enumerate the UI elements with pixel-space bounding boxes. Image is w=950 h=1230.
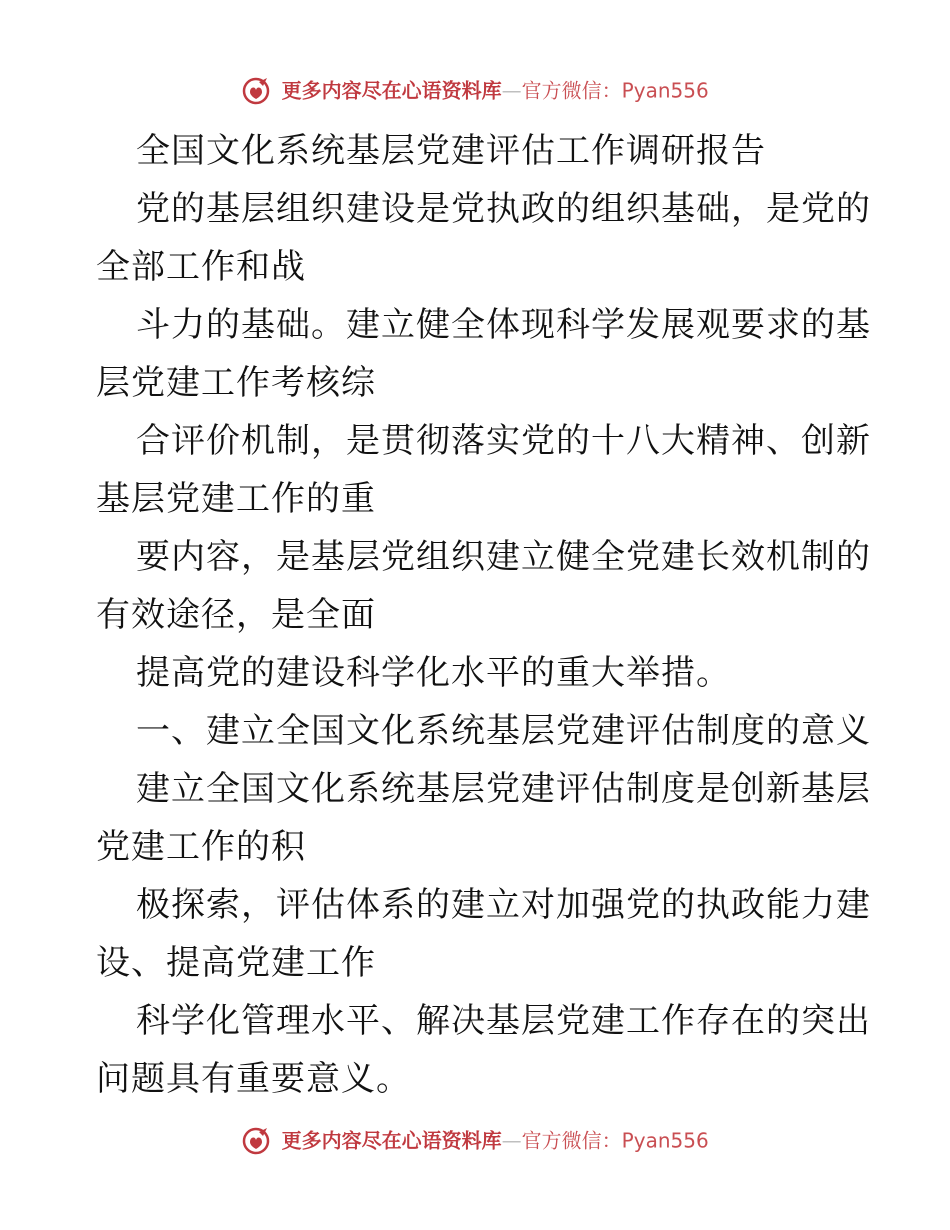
header-watermark	[0, 74, 950, 106]
text-line: 党的基层组织建设是党执政的组织基础，是党的	[136, 189, 871, 229]
heart-pen-logo-icon	[241, 76, 271, 106]
text-line: 科学化管理水平、解决基层党建工作存在的突出	[136, 1001, 871, 1041]
text-line: 斗力的基础。建立健全体现科学发展观要求的基	[136, 305, 871, 345]
watermark-account: 官方微信：Pyan556	[521, 1128, 709, 1153]
footer-watermark	[0, 1124, 950, 1156]
document-body	[96, 122, 871, 1108]
text-line: 基层党建工作的重	[96, 479, 376, 519]
text-line: 层党建工作考核综	[96, 363, 376, 403]
text-line: 问题具有重要意义。	[96, 1059, 411, 1099]
watermark-brand: 更多内容尽在心语资料库	[281, 78, 502, 103]
text-line: 设、提高党建工作	[96, 943, 376, 983]
watermark-account: 官方微信：Pyan556	[521, 78, 709, 103]
text-line: 合评价机制，是贯彻落实党的十八大精神、创新	[136, 421, 871, 461]
watermark-separator: —	[501, 78, 522, 103]
watermark-brand: 更多内容尽在心语资料库	[281, 1128, 502, 1153]
heart-pen-logo-icon	[241, 1126, 271, 1156]
text-line: 极探索，评估体系的建立对加强党的执政能力建	[136, 885, 871, 925]
watermark-separator: —	[501, 1128, 522, 1153]
text-line: 一、建立全国文化系统基层党建评估制度的意义	[136, 711, 871, 751]
text-line: 要内容，是基层党组织建立健全党建长效机制的	[136, 537, 871, 577]
text-line: 全部工作和战	[96, 247, 306, 287]
text-line: 建立全国文化系统基层党建评估制度是创新基层	[136, 769, 871, 809]
text-line: 有效途径，是全面	[96, 595, 376, 635]
text-line: 党建工作的积	[96, 827, 306, 867]
text-line: 提高党的建设科学化水平的重大举措。	[136, 653, 731, 693]
text-line: 全国文化系统基层党建评估工作调研报告	[136, 131, 766, 171]
